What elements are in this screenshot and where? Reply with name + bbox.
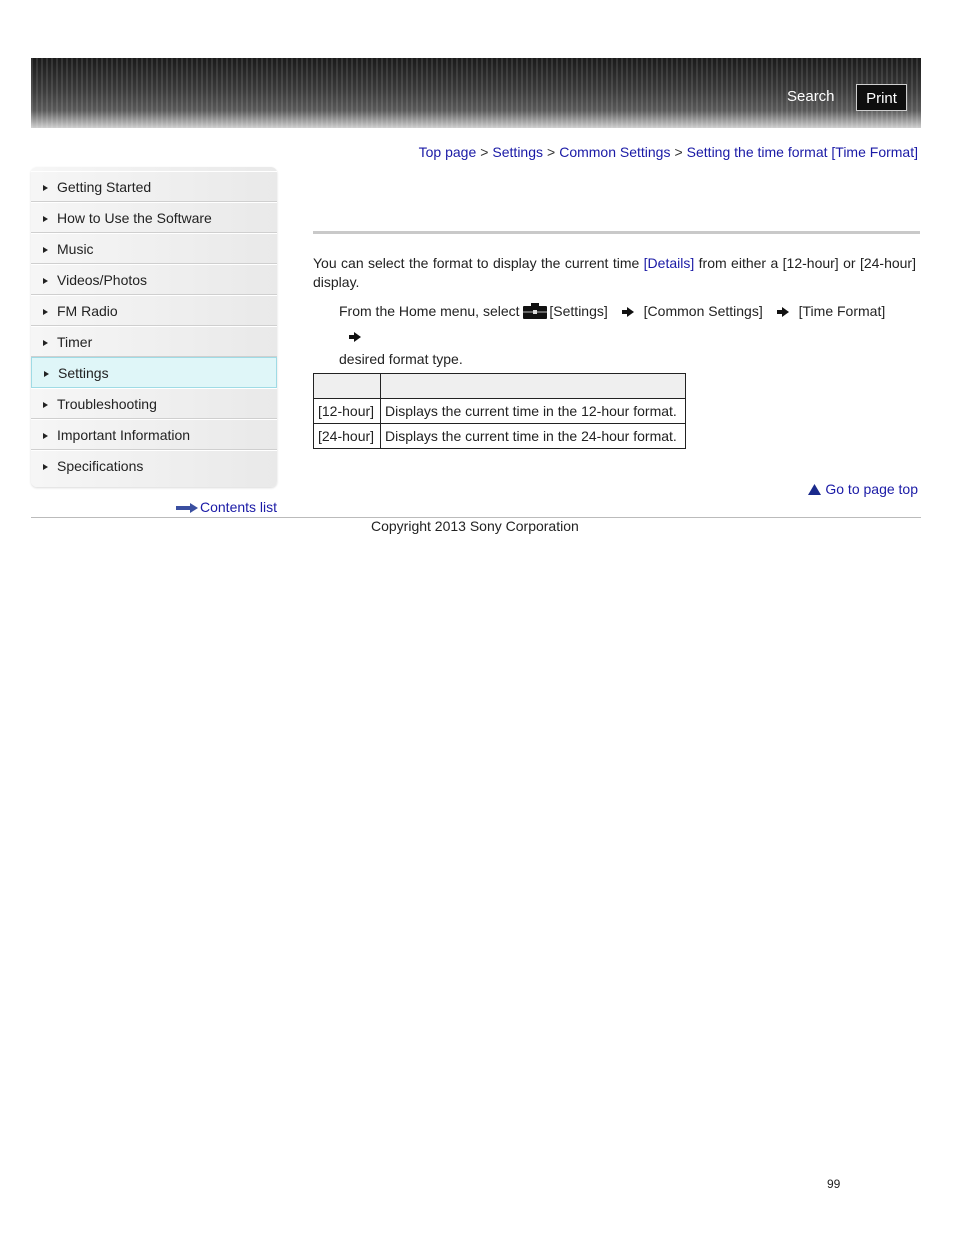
sidebar-item-label: Troubleshooting	[57, 396, 157, 412]
sidebar-item-label: Videos/Photos	[57, 272, 148, 288]
table-cell-description: Displays the current time in the 12-hour format.	[381, 399, 686, 424]
triangle-right-icon	[43, 247, 48, 253]
contents-list-label: Contents list	[200, 499, 278, 515]
breadcrumb-settings[interactable]: Settings	[492, 144, 544, 160]
contents-list-link[interactable]	[176, 499, 277, 516]
sidebar-item-timer[interactable]	[31, 326, 277, 357]
breadcrumb-common-settings[interactable]: Common Settings	[559, 144, 671, 160]
sidebar-item-fm-radio[interactable]	[31, 295, 277, 326]
triangle-right-icon	[43, 185, 48, 191]
triangle-right-icon	[43, 309, 48, 315]
sidebar-item-label: Timer	[57, 334, 93, 350]
triangle-right-icon	[43, 340, 48, 346]
sidebar-item-important-information[interactable]	[31, 419, 277, 450]
title-divider	[313, 231, 920, 234]
copyright-text: Copyright 2013 Sony Corporation	[371, 518, 579, 534]
breadcrumb	[419, 144, 918, 160]
step-settings: [Settings]	[549, 303, 608, 319]
sidebar-item-label: Settings	[58, 365, 109, 381]
print-button[interactable]: Print	[856, 84, 907, 111]
sidebar-item-specifications[interactable]	[31, 450, 277, 481]
intro-text: from either a [12-hour] or [24-hour] display.	[313, 255, 916, 290]
arrow-right-icon	[176, 500, 198, 516]
step-common-settings: [Common Settings]	[643, 303, 763, 319]
step-time-format: [Time Format]	[798, 303, 886, 319]
breadcrumb-separator: >	[674, 144, 683, 160]
breadcrumb-separator: >	[480, 144, 489, 160]
sidebar-item-label: Important Information	[57, 427, 191, 443]
sidebar-item-label: Specifications	[57, 458, 144, 474]
time-format-table	[313, 373, 686, 449]
breadcrumb-top-page[interactable]: Top page	[418, 144, 477, 160]
step-prefix: From the Home menu, select	[339, 303, 520, 319]
sidebar-item-label: Music	[57, 241, 94, 257]
step-suffix: desired format type.	[339, 351, 463, 367]
sidebar-item-videos-photos[interactable]	[31, 264, 277, 295]
page-number: 99	[827, 1177, 841, 1191]
triangle-up-icon	[808, 481, 821, 497]
sidebar-nav	[31, 167, 277, 487]
triangle-right-icon	[43, 402, 48, 408]
sidebar-item-how-to-use-software[interactable]	[31, 202, 277, 233]
sidebar-item-label: How to Use the Software	[57, 210, 212, 226]
procedure-step	[339, 300, 914, 370]
intro-text: You can select the format to display the current time	[313, 255, 644, 271]
sidebar-item-troubleshooting[interactable]	[31, 388, 277, 419]
triangle-right-icon	[43, 278, 48, 284]
table-cell-option: [24-hour]	[314, 424, 381, 449]
sidebar-item-label: FM Radio	[57, 303, 118, 319]
intro-paragraph	[313, 254, 916, 292]
details-link[interactable]: [Details]	[643, 255, 695, 271]
toolbox-settings-icon	[523, 303, 547, 325]
triangle-right-icon	[43, 433, 48, 439]
sidebar-item-music[interactable]	[31, 233, 277, 264]
table-row	[314, 399, 686, 424]
breadcrumb-current-page[interactable]: Setting the time format [Time Format]	[686, 144, 918, 160]
triangle-right-icon	[43, 464, 48, 470]
sidebar-item-settings[interactable]	[31, 357, 277, 388]
table-header-cell	[381, 374, 686, 399]
sidebar-item-label: Getting Started	[57, 179, 152, 195]
triangle-right-icon	[44, 371, 49, 377]
table-cell-description: Displays the current time in the 24-hour format.	[381, 424, 686, 449]
go-to-page-top-link[interactable]	[808, 481, 918, 497]
breadcrumb-separator: >	[547, 144, 556, 160]
arrow-right-icon	[777, 301, 789, 323]
search-link[interactable]: Search	[787, 88, 835, 105]
arrow-right-icon	[622, 301, 634, 323]
table-cell-option: [12-hour]	[314, 399, 381, 424]
arrow-right-icon	[349, 326, 361, 348]
table-header-row	[314, 374, 686, 399]
sidebar-item-getting-started[interactable]	[31, 171, 277, 202]
triangle-right-icon	[43, 216, 48, 222]
table-row	[314, 424, 686, 449]
header-banner	[31, 58, 921, 128]
table-header-cell	[314, 374, 381, 399]
go-to-page-top-label: Go to page top	[825, 481, 918, 497]
